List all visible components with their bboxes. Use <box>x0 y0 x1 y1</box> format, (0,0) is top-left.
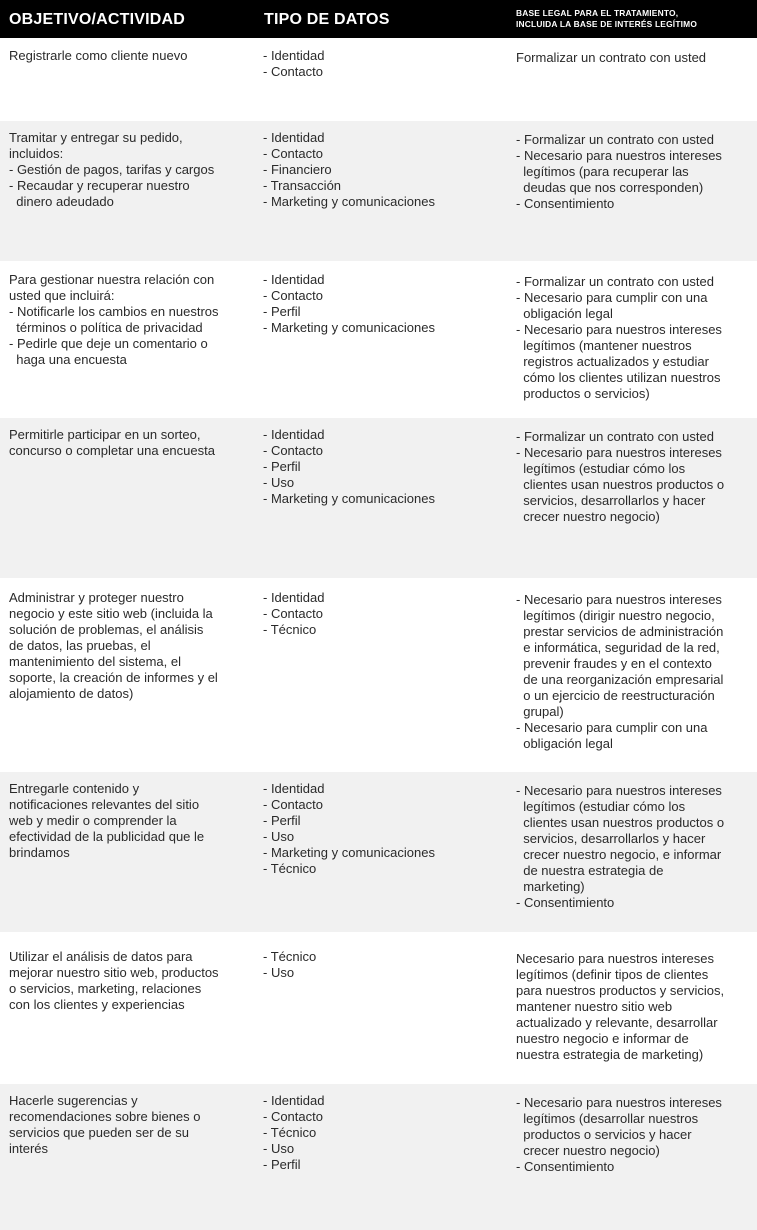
cell-line: grupal) <box>516 704 564 719</box>
cell-line: nuestra estrategia de marketing) <box>516 1047 704 1062</box>
cell-line: - Perfil <box>263 304 301 319</box>
cell-line: mejorar nuestro sitio web, productos <box>9 965 219 980</box>
cell-line: Para gestionar nuestra relación con <box>9 272 215 287</box>
cell-line: - Contacto <box>263 443 323 458</box>
cell-line: web y medir o comprender la <box>9 813 177 828</box>
table-row <box>0 578 757 772</box>
objective-cell <box>9 427 247 459</box>
cell-line: - Contacto <box>263 288 323 303</box>
cell-line: prestar servicios de administración <box>516 624 724 639</box>
cell-line: legítimos (desarrollar nuestros <box>516 1111 699 1126</box>
cell-line: - Necesario para nuestros intereses <box>516 1095 722 1110</box>
cell-line: soporte, la creación de informes y el <box>9 670 218 685</box>
cell-line: - Identidad <box>263 272 325 287</box>
cell-line: términos o política de privacidad <box>9 320 203 335</box>
objective-cell <box>9 130 247 210</box>
cell-line: negocio y este sitio web (incluida la <box>9 606 213 621</box>
cell-line: de una reorganización empresarial <box>516 672 724 687</box>
cell-line: - Marketing y comunicaciones <box>263 320 435 335</box>
cell-line: obligación legal <box>516 306 613 321</box>
cell-line: mantenimiento del sistema, el <box>9 654 181 669</box>
data-type-cell <box>263 427 503 507</box>
table-row <box>0 772 757 932</box>
cell-line: prevenir fraudes y en el contexto <box>516 656 712 671</box>
cell-line: - Identidad <box>263 781 325 796</box>
objective-cell <box>9 590 247 702</box>
cell-line: - Técnico <box>263 949 317 964</box>
cell-line: - Pedirle que deje un comentario o <box>9 336 208 351</box>
cell-line: Tramitar y entregar su pedido, <box>9 130 183 145</box>
cell-line: servicios, desarrollarlos y hacer <box>516 493 706 508</box>
cell-line: clientes usan nuestros productos o <box>516 815 725 830</box>
objective-cell <box>9 272 247 368</box>
cell-line: - Necesario para nuestros intereses <box>516 783 722 798</box>
cell-line: - Identidad <box>263 590 325 605</box>
cell-line: registros actualizados y estudiar <box>516 354 709 369</box>
cell-line: dinero adeudado <box>9 194 114 209</box>
cell-line: - Identidad <box>263 1093 325 1108</box>
objective-cell <box>9 48 247 64</box>
cell-line: - Técnico <box>263 861 317 876</box>
cell-line: Hacerle sugerencias y <box>9 1093 138 1108</box>
cell-line: Utilizar el análisis de datos para <box>9 949 193 964</box>
cell-line: - Notificarle los cambios en nuestros <box>9 304 219 319</box>
cell-line: actualizado y relevante, desarrollar <box>516 1015 718 1030</box>
cell-line: - Identidad <box>263 48 325 63</box>
legal-basis-cell <box>516 951 751 1063</box>
cell-line: solución de problemas, el análisis <box>9 622 204 637</box>
data-type-cell <box>263 48 503 80</box>
cell-line: - Uso <box>263 1141 295 1156</box>
cell-line: - Contacto <box>263 64 323 79</box>
header-legal-basis-line: INCLUIDA LA BASE DE INTERÉS LEGÍTIMO <box>516 18 698 29</box>
legal-basis-cell <box>516 783 751 911</box>
cell-line: crecer nuestro negocio, e informar <box>516 847 722 862</box>
cell-line: - Contacto <box>263 797 323 812</box>
cell-line: incluidos: <box>9 146 64 161</box>
header-legal-basis-line: BASE LEGAL PARA EL TRATAMIENTO, <box>516 8 679 18</box>
cell-line: o servicios, marketing, relaciones <box>9 981 202 996</box>
cell-line: - Marketing y comunicaciones <box>263 194 435 209</box>
cell-line: - Formalizar un contrato con usted <box>516 429 714 444</box>
data-type-cell <box>263 781 503 877</box>
cell-line: - Necesario para nuestros intereses <box>516 148 722 163</box>
cell-line: - Transacción <box>263 178 342 193</box>
legal-basis-cell <box>516 274 751 402</box>
header-data-type: TIPO DE DATOS <box>264 11 390 28</box>
table-row <box>0 38 757 121</box>
cell-line: - Contacto <box>263 146 323 161</box>
data-type-cell <box>263 949 503 981</box>
cell-line: Permitirle participar en un sorteo, <box>9 427 201 442</box>
cell-line: interés <box>9 1141 49 1156</box>
cell-line: crecer nuestro negocio) <box>516 1143 660 1158</box>
cell-line: - Perfil <box>263 1157 301 1172</box>
cell-line: recomendaciones sobre bienes o <box>9 1109 201 1124</box>
cell-line: servicios, desarrollarlos y hacer <box>516 831 706 846</box>
cell-line: haga una encuesta <box>9 352 127 367</box>
cell-line: clientes usan nuestros productos o <box>516 477 725 492</box>
cell-line: legítimos (estudiar cómo los <box>516 799 686 814</box>
table-row <box>0 418 757 578</box>
cell-line: legítimos (para recuperar las <box>516 164 689 179</box>
table-row <box>0 932 757 1084</box>
cell-line: - Consentimiento <box>516 196 615 211</box>
legal-basis-cell <box>516 132 751 212</box>
cell-line: - Formalizar un contrato con usted <box>516 274 714 289</box>
cell-line: - Contacto <box>263 1109 323 1124</box>
cell-line: - Identidad <box>263 130 325 145</box>
cell-line: servicios que pueden ser de su <box>9 1125 189 1140</box>
cell-line: efectividad de la publicidad que le <box>9 829 205 844</box>
data-type-cell <box>263 272 503 336</box>
cell-line: Entregarle contenido y <box>9 781 140 796</box>
cell-line: - Recaudar y recuperar nuestro <box>9 178 190 193</box>
cell-line: - Financiero <box>263 162 332 177</box>
cell-line: de nuestra estrategia de <box>516 863 664 878</box>
cell-line: - Necesario para nuestros intereses <box>516 592 722 607</box>
cell-line: - Identidad <box>263 427 325 442</box>
cell-line: - Técnico <box>263 622 317 637</box>
objective-cell <box>9 781 247 861</box>
cell-line: obligación legal <box>516 736 613 751</box>
cell-line: - Consentimiento <box>516 1159 615 1174</box>
cell-line: cómo los clientes utilizan nuestros <box>516 370 721 385</box>
cell-line: legítimos (definir tipos de clientes <box>516 967 709 982</box>
cell-line: - Necesario para nuestros intereses <box>516 445 722 460</box>
cell-line: o un ejercicio de reestructuración <box>516 688 715 703</box>
table-row <box>0 261 757 418</box>
cell-line: de datos, las pruebas, el <box>9 638 151 653</box>
cell-line: - Necesario para nuestros intereses <box>516 322 722 337</box>
legal-basis-cell <box>516 1095 751 1175</box>
cell-line: - Técnico <box>263 1125 317 1140</box>
legal-basis-cell <box>516 50 751 66</box>
cell-line: marketing) <box>516 879 585 894</box>
cell-line: Necesario para nuestros intereses <box>516 951 714 966</box>
cell-line: Administrar y proteger nuestro <box>9 590 184 605</box>
data-type-cell <box>263 1093 503 1173</box>
legal-basis-cell <box>516 429 751 525</box>
cell-line: - Uso <box>263 475 295 490</box>
header-legal-basis <box>516 8 746 29</box>
cell-line: - Marketing y comunicaciones <box>263 491 435 506</box>
cell-line: productos o servicios y hacer <box>516 1127 692 1142</box>
cell-line: productos o servicios) <box>516 386 650 401</box>
cell-line: - Gestión de pagos, tarifas y cargos <box>9 162 215 177</box>
cell-line: Formalizar un contrato con usted <box>516 50 707 65</box>
cell-line: con los clientes y experiencias <box>9 997 185 1012</box>
cell-line: legítimos (dirigir nuestro negocio, <box>516 608 715 623</box>
cell-line: - Consentimiento <box>516 895 615 910</box>
cell-line: - Perfil <box>263 813 301 828</box>
objective-cell <box>9 949 247 1013</box>
cell-line: - Uso <box>263 829 295 844</box>
cell-line: legítimos (estudiar cómo los <box>516 461 686 476</box>
cell-line: deudas que nos corresponden) <box>516 180 704 195</box>
cell-line: e informática, seguridad de la red, <box>516 640 720 655</box>
cell-line: Registrarle como cliente nuevo <box>9 48 188 63</box>
cell-line: nuestro negocio e informar de <box>516 1031 689 1046</box>
cell-line: para nuestros productos y servicios, <box>516 983 725 998</box>
cell-line: alojamiento de datos) <box>9 686 134 701</box>
cell-line: usted que incluirá: <box>9 288 115 303</box>
cell-line: legítimos (mantener nuestros <box>516 338 692 353</box>
cell-line: concurso o completar una encuesta <box>9 443 215 458</box>
cell-line: brindamos <box>9 845 70 860</box>
cell-line: - Perfil <box>263 459 301 474</box>
table-row <box>0 1084 757 1230</box>
data-type-cell <box>263 590 503 638</box>
header-objective: OBJETIVO/ACTIVIDAD <box>9 11 186 28</box>
table-header <box>0 0 757 38</box>
cell-line: - Marketing y comunicaciones <box>263 845 435 860</box>
cell-line: - Necesario para cumplir con una <box>516 290 708 305</box>
cell-line: - Formalizar un contrato con usted <box>516 132 714 147</box>
cell-line: - Uso <box>263 965 295 980</box>
cell-line: mantener nuestro sitio web <box>516 999 673 1014</box>
table-row <box>0 121 757 261</box>
cell-line: notificaciones relevantes del sitio <box>9 797 200 812</box>
objective-cell <box>9 1093 247 1157</box>
cell-line: - Necesario para cumplir con una <box>516 720 708 735</box>
data-type-cell <box>263 130 503 210</box>
legal-basis-cell <box>516 592 751 752</box>
cell-line: - Contacto <box>263 606 323 621</box>
cell-line: crecer nuestro negocio) <box>516 509 660 524</box>
